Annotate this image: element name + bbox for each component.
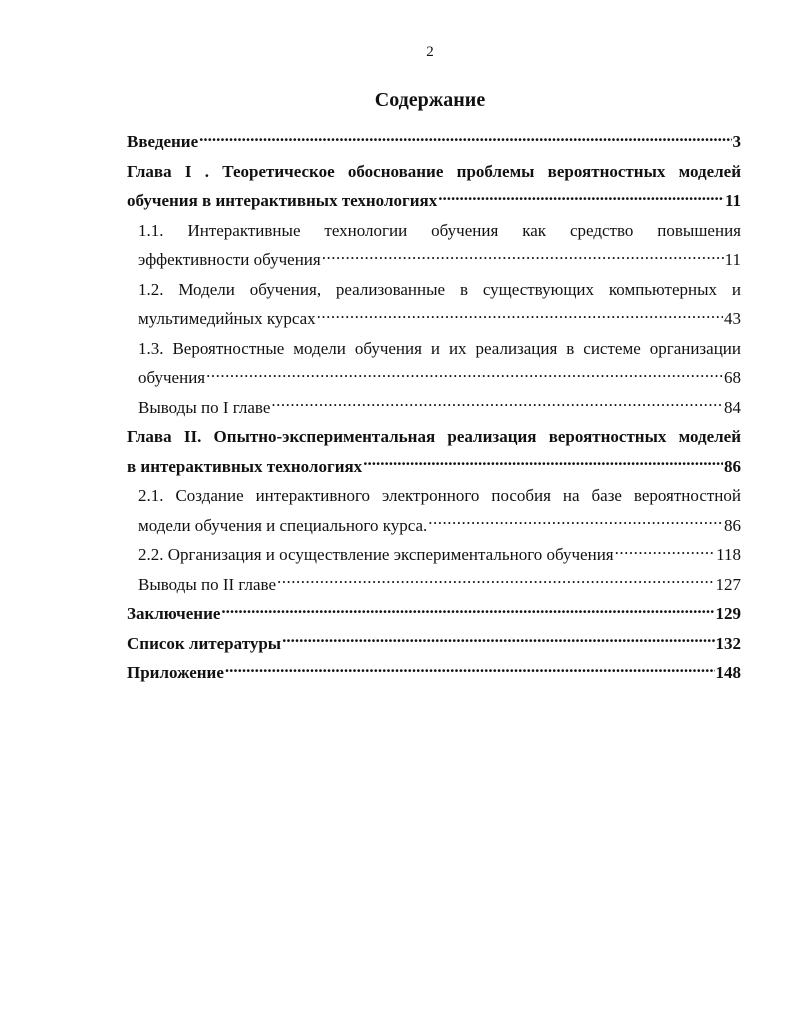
toc-entry-label-continued: эффективности обучения [138, 250, 321, 269]
dot-leader [428, 514, 723, 531]
dot-leader [225, 661, 715, 678]
toc-entry-label: 2.2. Организация и осуществление экспериментального обучения [138, 545, 614, 564]
toc-entry-label: 1.1. Интерактивные технологии обучения как средство повышения [138, 220, 741, 240]
page-number: 2 [426, 44, 434, 60]
dot-leader [277, 573, 714, 590]
toc-entry-label-continued: модели обучения и специального курса. [138, 515, 428, 535]
toc-entry-chapter-2 [127, 422, 741, 481]
dot-leader [615, 543, 716, 560]
dot-leader [322, 248, 724, 265]
toc-entry-label-continued: обучения в интерактивных технологиях [127, 191, 438, 210]
dot-leader [199, 130, 731, 147]
toc-page-number: 11 [724, 250, 741, 269]
toc-entry-chapter-1 [127, 157, 741, 216]
toc-page-number: 11 [724, 191, 741, 210]
toc-entry-intro [127, 127, 741, 157]
toc-page-number: 86 [724, 515, 741, 535]
toc-page-number: 84 [724, 397, 741, 417]
toc-entry-label: Приложение [127, 663, 224, 682]
toc-entry-label-continued: в интерактивных технологиях [127, 456, 363, 476]
toc-entry-label: Список литературы [127, 633, 282, 653]
dot-leader [438, 189, 724, 206]
toc-entry-label: Заключение [127, 604, 221, 623]
toc-entry-label: Глава I . Теоретическое обоснование проблемы вероятностных моделей [127, 161, 741, 181]
table-of-contents [127, 127, 741, 688]
toc-entry-references [127, 629, 741, 659]
toc-page-number: 118 [716, 545, 741, 564]
page-title: Содержание [374, 89, 486, 111]
dot-leader [206, 366, 723, 383]
toc-entry-section-1-3 [138, 334, 741, 393]
toc-page-number: 68 [724, 368, 741, 387]
dot-leader [282, 632, 714, 649]
dot-leader [363, 455, 723, 472]
toc-entry-label: Выводы по I главе [138, 397, 271, 417]
toc-entry-conclusion [127, 599, 741, 629]
toc-entry-label: Глава II. Опытно-экспериментальная реализация вероятностных моделей [127, 427, 741, 446]
toc-page-number: 86 [724, 456, 741, 476]
toc-page-number: 148 [715, 663, 741, 682]
toc-entry-section-2-1 [138, 481, 741, 540]
toc-page-number: 132 [715, 633, 741, 653]
toc-entry-section-1-1 [138, 216, 741, 275]
toc-entry-label: Выводы по II главе [138, 574, 277, 594]
toc-entry-label: 1.2. Модели обучения, реализованные в существующих компьютерных и [138, 279, 741, 299]
toc-entry-label: Введение [127, 132, 199, 151]
toc-entry-appendix [127, 658, 741, 688]
dot-leader [271, 396, 723, 413]
toc-entry-conclusions-1 [138, 393, 741, 423]
toc-page-number: 129 [715, 604, 741, 623]
toc-entry-label: 1.3. Вероятностные модели обучения и их реализация в системе организации [138, 338, 741, 358]
toc-entry-label-continued: обучения [138, 368, 206, 387]
toc-page-number: 43 [724, 309, 741, 328]
dot-leader [317, 307, 723, 324]
dot-leader [221, 602, 714, 619]
toc-entry-conclusions-2 [138, 570, 741, 600]
toc-page-number: 3 [732, 132, 741, 151]
toc-page-number: 127 [715, 574, 741, 594]
toc-entry-section-1-2 [138, 275, 741, 334]
toc-entry-section-2-2 [138, 540, 741, 570]
toc-entry-label-continued: мультимедийных курсах [138, 309, 316, 328]
toc-entry-label: 2.1. Создание интерактивного электронного пособия на базе вероятностной [138, 486, 741, 505]
